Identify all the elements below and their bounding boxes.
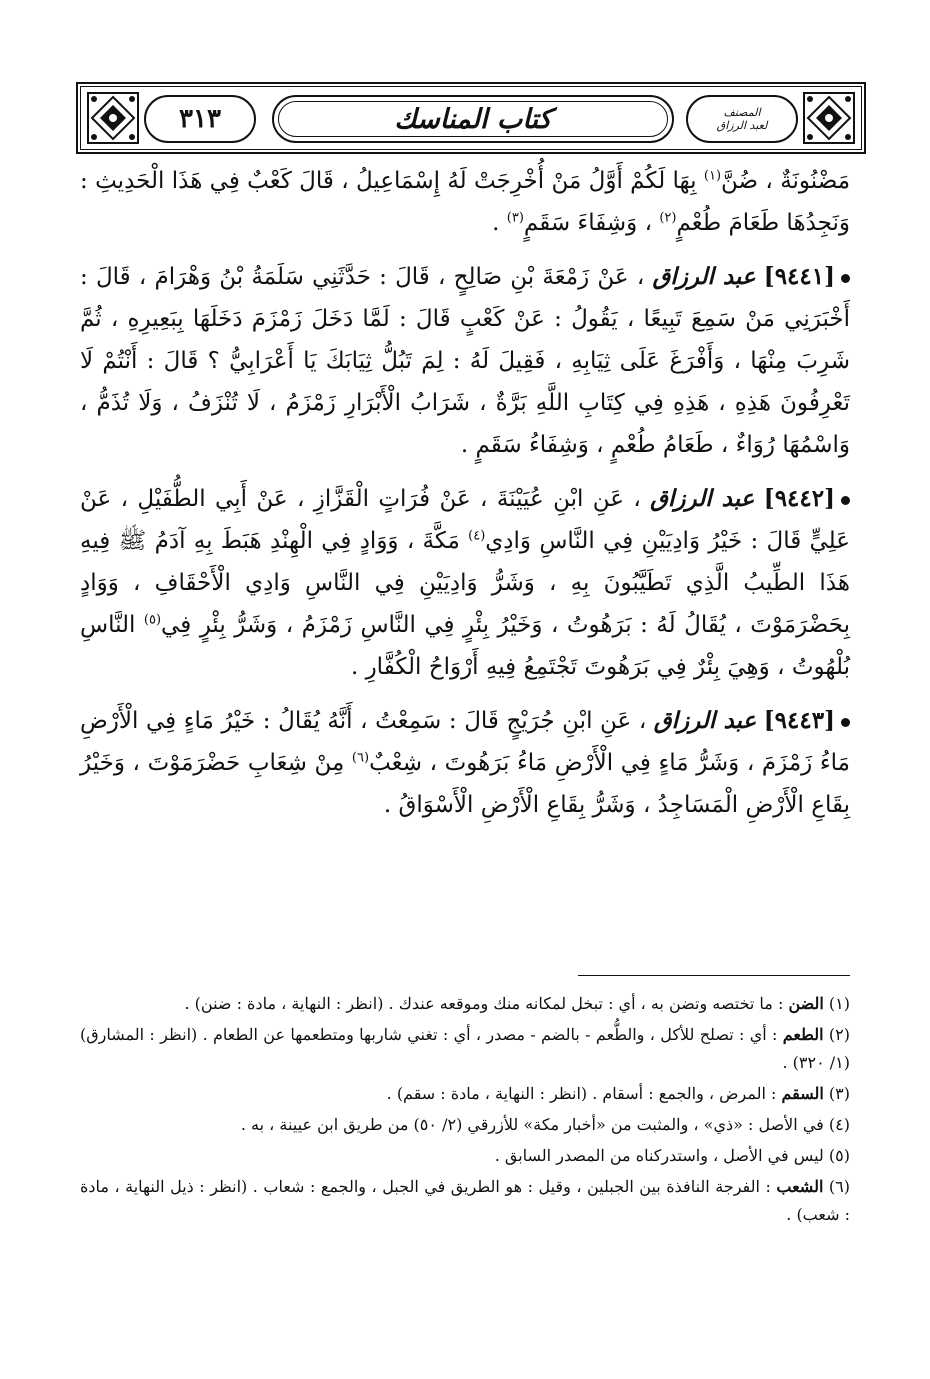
hadith-text: مَكَّةَ ، وَوَادٍ فِي الْهِنْدِ هَبَطَ بِهِ آدَمُ ﷺ فِيهِ هَذَا الطِّيبُ الَّذِي تَطَيَّبُونَ بِهِ ، وَشَرُّ وَادِيَيْنِ فِي النَّاسِ وَادِي الْأَحْقَافِ ، وَوَادٍ بِحَضْرَمَوْتَ ، يُقَالُ لَهُ : بَرَهُوتُ ، وَخَيْرُ بِئْرٍ فِي النَّاسِ زَمْزَمُ ، وَشَرُّ بِئْرٍ فِي xyxy=(80,528,850,638)
bullet-icon xyxy=(841,718,850,727)
hadith-text: ، عَنْ زَمْعَةَ بْنِ صَالِحٍ ، قَالَ : حَدَّثَنِي سَلَمَةُ بْنُ وَهْرَامَ ، قَالَ : أَخْبَرَنِي مَنْ سَمِعَ تَبِيعًا ، يَقُولُ : عَنْ كَعْبٍ قَالَ : لَمَّا دَخَلَ زَمْزَمَ دَخَلَهَا بِبَعِيرِهِ ، ثُمَّ شَرِبَ مِنْهَا ، وَأَفْرَغَ عَلَى ثِيَابِهِ ، فَقِيلَ لَهُ : لِمَ تَبُلُّ ثِيَابَكَ يَا أَعْرَابِيُّ ؟ قَالَ : أَنْتُمْ لَا تَعْرِفُونَ هَذِهِ ، هَذِهِ فِي كِتَابِ اللَّهِ بَرَّةٌ ، شَرَابُ الْأَبْرَارِ زَمْزَمُ ، لَا تُنْزَفُ ، وَلَا تُذَمُّ ، وَاسْمُهَا رُوَاءٌ ، طَعَامُ طُعْمٍ ، وَشِفَاءُ سَقَمٍ . xyxy=(80,264,850,458)
footnote xyxy=(80,1142,850,1170)
footnote-ref: (٥) xyxy=(143,612,162,628)
footnote-term: الشعب xyxy=(776,1177,824,1196)
hadith-text: . xyxy=(492,210,507,236)
hadith-paragraph xyxy=(80,160,850,244)
footnote-separator xyxy=(578,975,850,976)
bullet-icon xyxy=(841,274,850,283)
footnote-text: : الفرجة النافذة بين الجبلين ، وقيل : هو الطريق في الجبل ، والجمع : شعاب . (انظر : ذيل النهاية ، مادة : شعب) . xyxy=(80,1177,850,1224)
footnote-ref: (١) xyxy=(703,168,722,184)
footnote-text: : المرض ، والجمع : أسقام . (انظر : النهاية ، مادة : سقم) . xyxy=(386,1084,782,1103)
narrator-name: عبد الرزاق xyxy=(653,707,757,734)
main-text xyxy=(80,160,850,838)
hadith-number: [٩٤٤١] xyxy=(763,263,835,290)
footnote xyxy=(80,1173,850,1229)
page-number: ٣١٣ xyxy=(179,104,221,134)
footnote xyxy=(80,1080,850,1108)
hadith-paragraph xyxy=(80,478,850,688)
ornament-icon xyxy=(86,91,140,145)
hadith-paragraph xyxy=(80,256,850,466)
footnote-text: : أي : تصلح للأكل ، والطُّعم - بالضم - مصدر ، أي : تغني شاربها ومتطعمها عن الطعام . (انظر : المشارق) (١/ ٣٢٠) . xyxy=(80,1025,850,1072)
hadith-text: النَّاسِ بُلْهُوتُ ، وَهِيَ بِئْرٌ فِي بَرَهُوتَ تَجْتَمِعُ فِيهِ أَرْوَاحُ الْكُفَّارِ . xyxy=(80,612,850,680)
book-title: كتاب المناسك xyxy=(394,103,552,135)
footnote-number: (١) xyxy=(828,994,850,1013)
page-number-box xyxy=(144,95,256,143)
footnote-number: (٤) xyxy=(828,1115,850,1134)
footnote-ref: (٣) xyxy=(506,210,524,226)
logo-line-2: لعبد الرزاق xyxy=(716,119,768,132)
footnote xyxy=(80,1021,850,1077)
footnote xyxy=(80,1111,850,1139)
hadith-text: بِهَا لَكُمْ أَوَّلُ مَنْ أُخْرِجَتْ لَهُ إِسْمَاعِيلُ ، قَالَ كَعْبٌ فِي هَذَا الْحَدِيثِ : وَنَجِدُهَا طَعَامَ طُعْمٍ xyxy=(80,168,850,236)
narrator-name: عبد الرزاق xyxy=(650,485,755,512)
footnote-text: ليس في الأصل ، واستدركناه من المصدر السابق . xyxy=(494,1146,824,1165)
publisher-logo xyxy=(686,95,798,143)
bullet-icon xyxy=(841,496,850,505)
footnote-number: (٢) xyxy=(828,1025,851,1044)
footnote-ref: (٦) xyxy=(351,750,370,766)
footnote-number: (٣) xyxy=(828,1084,850,1103)
hadith-text: ، وَشِفَاءَ سَقَمٍ xyxy=(523,210,660,236)
footnote-term: الضن xyxy=(788,994,824,1013)
hadith-paragraph xyxy=(80,700,850,826)
hadith-text: مِنْ شِعَابِ حَضْرَمَوْتَ ، وَخَيْرُ بِقَاعِ الْأَرْضِ الْمَسَاجِدُ ، وَشَرُّ بِقَاعِ الْأَرْضِ الْأَسْوَاقُ . xyxy=(80,750,850,818)
footnote-term: الطعم xyxy=(782,1025,824,1044)
footnote-number: (٥) xyxy=(828,1146,850,1165)
footnotes xyxy=(80,990,850,1232)
footnote-text: : ما تختصه وتضن به ، أي : تبخل لمكانه منك وموقعه عندك . (انظر : النهاية ، مادة : ضنن) . xyxy=(184,994,789,1013)
narrator-name: عبد الرزاق xyxy=(652,263,756,290)
page-header xyxy=(76,82,866,154)
hadith-text: مَضْنُونَةٌ ، ضُنَّ xyxy=(721,168,851,194)
ornament-icon xyxy=(802,91,856,145)
footnote-ref: (٢) xyxy=(659,210,677,226)
footnote-text: في الأصل : «ذي» ، والمثبت من «أخبار مكة» للأزرقي (٢/ ٥٠) من طريق ابن عيينة ، به . xyxy=(240,1115,824,1134)
footnote-number: (٦) xyxy=(828,1177,850,1196)
footnote-ref: (٤) xyxy=(468,528,486,544)
footnote-term: السقم xyxy=(781,1084,824,1103)
footnote xyxy=(80,990,850,1018)
hadith-text: ، عَنِ ابْنِ عُيَيْنَةَ ، عَنْ فُرَاتٍ الْقَزَّازِ ، عَنْ أَبِي الطُّفَيْلِ ، عَنْ عَلِيٍّ قَالَ : خَيْرُ وَادِيَيْنِ فِي النَّاسِ وَادِي xyxy=(80,486,850,554)
hadith-number: [٩٤٤٢] xyxy=(763,485,835,512)
logo-line-1: المصنف xyxy=(723,106,761,119)
title-box xyxy=(272,95,674,143)
hadith-number: [٩٤٤٣] xyxy=(763,707,835,734)
hadith-text: ، عَنِ ابْنِ جُرَيْجٍ قَالَ : سَمِعْتُ ، أَنَّهُ يُقَالُ : خَيْرُ مَاءٍ فِي الْأَرْضِ مَاءُ زَمْزَمَ ، وَشَرُّ مَاءٍ فِي الْأَرْضِ مَاءُ بَرَهُوتَ ، شِعْبٌ xyxy=(80,708,850,776)
